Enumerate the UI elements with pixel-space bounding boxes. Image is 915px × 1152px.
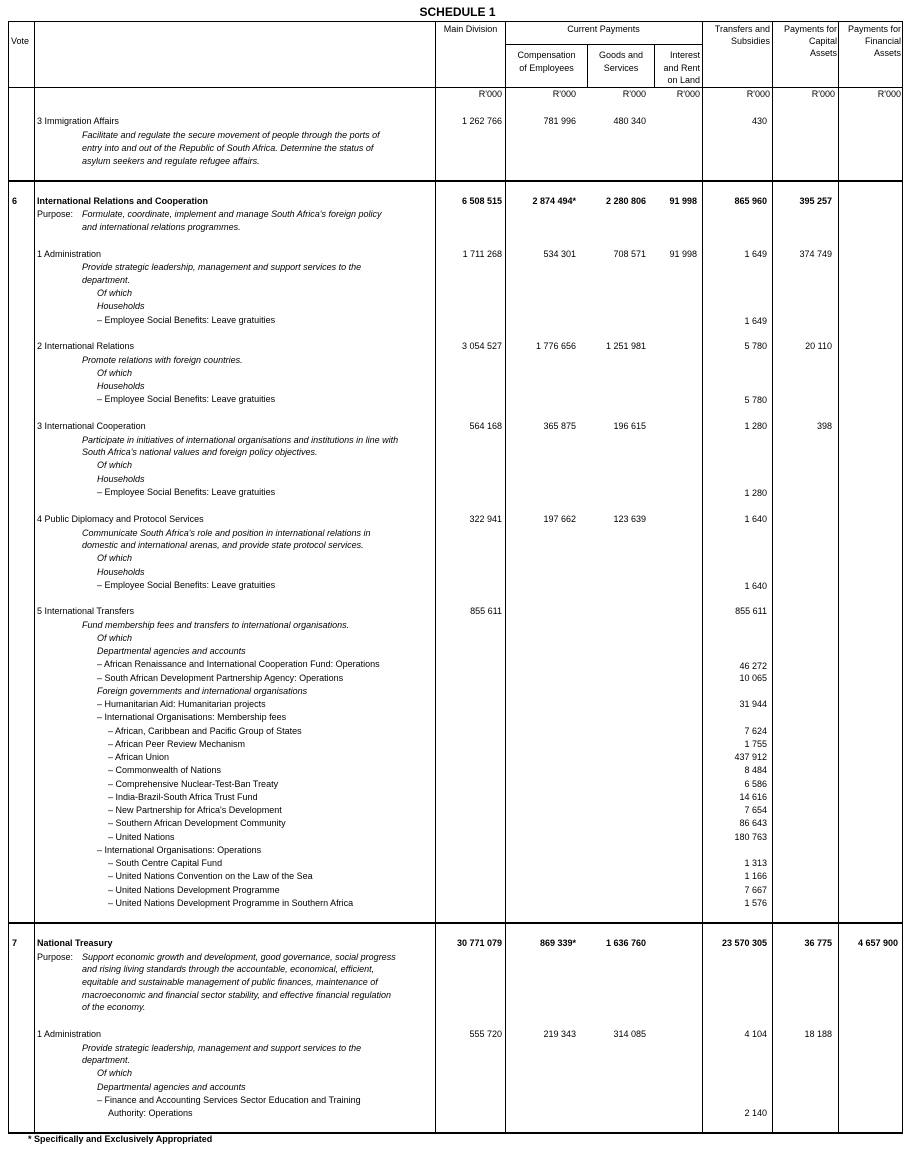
row-label: – United Nations bbox=[108, 832, 175, 842]
cell-trans: 1 166 bbox=[744, 871, 767, 881]
cell-cap: 36 775 bbox=[804, 938, 832, 948]
cell-comp: 869 339* bbox=[539, 938, 576, 948]
header-financial-2: Financial bbox=[864, 36, 901, 46]
cell-goods: 1 251 981 bbox=[605, 341, 646, 351]
cell-trans: 1 640 bbox=[744, 514, 767, 524]
row-label: Of which bbox=[97, 460, 133, 470]
cell-cap: 398 bbox=[816, 421, 832, 431]
row-label: Communicate South Africa's role and position in international relations in bbox=[82, 528, 371, 538]
row-label: – Commonwealth of Nations bbox=[108, 765, 222, 775]
header-goods-1: Goods and bbox=[598, 50, 644, 60]
row-label: – Finance and Accounting Services Sector Education and Training bbox=[97, 1095, 361, 1105]
cell-trans: 5 780 bbox=[744, 395, 767, 405]
current-payments-rule bbox=[505, 44, 702, 45]
row-label: – Employee Social Benefits: Leave gratuities bbox=[97, 487, 276, 497]
row-label: department. bbox=[82, 275, 131, 285]
row-label: – United Nations Convention on the Law of the Sea bbox=[108, 871, 313, 881]
row-label: Facilitate and regulate the secure movement of people through the ports of bbox=[82, 130, 380, 140]
cell-int: 91 998 bbox=[669, 196, 697, 206]
cell-comp: 781 996 bbox=[543, 116, 576, 126]
cell-main: 30 771 079 bbox=[456, 938, 502, 948]
cell-main: 555 720 bbox=[469, 1029, 502, 1039]
row-label: macroeconomic and financial sector stability, and effective financial regulation bbox=[82, 990, 391, 1000]
cell-main: 564 168 bbox=[469, 421, 502, 431]
row-label: Of which bbox=[97, 288, 133, 298]
row-label: – United Nations Development Programme in Southern Africa bbox=[108, 898, 354, 908]
row-label: 3 Immigration Affairs bbox=[37, 116, 119, 126]
cell-comp: 365 875 bbox=[543, 421, 576, 431]
row-label: – South Centre Capital Fund bbox=[108, 858, 223, 868]
unit-transfers: R'000 bbox=[746, 89, 770, 99]
row-label: – Southern African Development Community bbox=[108, 818, 286, 828]
col-line-financial bbox=[838, 21, 839, 1133]
cell-trans: 1 649 bbox=[744, 249, 767, 259]
row-label: Departmental agencies and accounts bbox=[97, 1082, 246, 1092]
row-label: Provide strategic leadership, management and support services to the bbox=[82, 262, 362, 272]
cell-trans: 4 104 bbox=[744, 1029, 767, 1039]
row-label: entry into and out of the Republic of South Africa. Determine the status of bbox=[82, 143, 374, 153]
section-rule-7 bbox=[8, 922, 903, 924]
cell-goods: 2 280 806 bbox=[605, 196, 646, 206]
footnote: * Specifically and Exclusively Appropriated bbox=[28, 1134, 213, 1144]
col-line-comp bbox=[505, 21, 506, 1133]
row-label: Authority: Operations bbox=[108, 1108, 193, 1118]
row-label: Fund membership fees and transfers to international organisations. bbox=[82, 620, 350, 630]
cell-cap: 18 188 bbox=[804, 1029, 832, 1039]
section-rule-6 bbox=[8, 180, 903, 182]
cell-trans: 14 616 bbox=[739, 792, 767, 802]
cell-trans: 8 484 bbox=[744, 765, 767, 775]
header-interest-2: and Rent bbox=[663, 63, 700, 73]
cell-trans: 23 570 305 bbox=[721, 938, 767, 948]
row-label: – South African Development Partnership Agency: Operations bbox=[97, 673, 344, 683]
row-label: Departmental agencies and accounts bbox=[97, 646, 246, 656]
row-label: domestic and international arenas, and provide state protocol services. bbox=[82, 540, 364, 550]
row-label: – Employee Social Benefits: Leave gratuities bbox=[97, 394, 276, 404]
cell-main: 1 711 268 bbox=[462, 249, 502, 259]
cell-trans: 865 960 bbox=[734, 196, 767, 206]
header-main-division: Main Division bbox=[443, 24, 498, 34]
row-label: Households bbox=[97, 474, 145, 484]
header-goods-2: Services bbox=[603, 63, 639, 73]
unit-financial: R'000 bbox=[877, 89, 901, 99]
cell-trans: 86 643 bbox=[739, 818, 767, 828]
header-compensation-2: of Employees bbox=[519, 63, 574, 73]
cell-trans: 437 912 bbox=[734, 752, 767, 762]
row-label: asylum seekers and regulate refugee affairs. bbox=[82, 156, 260, 166]
cell-cap: 395 257 bbox=[799, 196, 832, 206]
cell-trans: 7 624 bbox=[744, 726, 767, 736]
row-label: – Employee Social Benefits: Leave gratuities bbox=[97, 580, 276, 590]
cell-goods: 123 639 bbox=[613, 514, 646, 524]
col-line-vote bbox=[34, 21, 35, 1133]
header-financial-3: Assets bbox=[873, 48, 901, 58]
header-compensation-1: Compensation bbox=[517, 50, 576, 60]
cell-trans: 1 755 bbox=[744, 739, 767, 749]
row-label: Promote relations with foreign countries. bbox=[82, 355, 243, 365]
table-border-left bbox=[8, 21, 9, 1133]
cell-trans: 430 bbox=[751, 116, 767, 126]
cell-trans: 6 586 bbox=[744, 779, 767, 789]
row-label: Support economic growth and development, good governance, social progress bbox=[82, 952, 396, 962]
cell-trans: 7 654 bbox=[744, 805, 767, 815]
row-label: – United Nations Development Programme bbox=[108, 885, 280, 895]
cell-trans: 1 649 bbox=[744, 316, 767, 326]
header-transfers-2: Subsidies bbox=[730, 36, 770, 46]
header-capital-2: Capital bbox=[808, 36, 837, 46]
col-line-main bbox=[435, 21, 436, 1133]
row-label: Of which bbox=[97, 1068, 133, 1078]
cell-cap: 20 110 bbox=[805, 341, 832, 351]
cell-trans: 855 611 bbox=[735, 606, 767, 616]
cell-trans: 10 065 bbox=[739, 673, 767, 683]
unit-interest: R'000 bbox=[676, 89, 700, 99]
cell-trans: 1 640 bbox=[744, 581, 767, 591]
row-label: and rising living standards through the accountable, economical, efficient, bbox=[82, 964, 375, 974]
row-label: National Treasury bbox=[37, 938, 113, 948]
cell-int: 91 998 bbox=[669, 249, 697, 259]
cell-trans: 7 667 bbox=[744, 885, 767, 895]
row-label: – India-Brazil-South Africa Trust Fund bbox=[108, 792, 258, 802]
row-label: – African, Caribbean and Pacific Group of States bbox=[108, 726, 302, 736]
cell-goods: 480 340 bbox=[613, 116, 646, 126]
cell-trans: 2 140 bbox=[744, 1108, 767, 1118]
unit-capital: R'000 bbox=[811, 89, 835, 99]
cell-comp: 534 301 bbox=[543, 249, 576, 259]
cell-main: 855 611 bbox=[470, 606, 502, 616]
row-label: – Comprehensive Nuclear-Test-Ban Treaty bbox=[108, 779, 279, 789]
row-label: 2 International Relations bbox=[37, 341, 135, 351]
row-label: and international relations programmes. bbox=[82, 222, 241, 232]
unit-main: R'000 bbox=[478, 89, 502, 99]
row-label: Formulate, coordinate, implement and manage South Africa's foreign policy bbox=[82, 209, 382, 219]
row-label: – African Union bbox=[108, 752, 170, 762]
cell-goods: 1 636 760 bbox=[605, 938, 646, 948]
row-label: 7 bbox=[12, 938, 18, 948]
row-label: Foreign governments and international organisations bbox=[97, 686, 308, 696]
header-capital-1: Payments for bbox=[783, 24, 837, 34]
row-label: equitable and sustainable management of public finances, maintenance of bbox=[82, 977, 378, 987]
header-current-payments: Current Payments bbox=[567, 24, 640, 34]
cell-goods: 708 571 bbox=[613, 249, 646, 259]
cell-trans: 31 944 bbox=[739, 699, 767, 709]
row-label: Households bbox=[97, 301, 145, 311]
row-label: Households bbox=[97, 381, 145, 391]
col-line-capital bbox=[772, 21, 773, 1133]
row-label: Of which bbox=[97, 368, 133, 378]
row-label: – New Partnership for Africa's Development bbox=[108, 805, 282, 815]
row-label: International Relations and Cooperation bbox=[37, 196, 209, 206]
header-interest-1: Interest bbox=[669, 50, 700, 60]
row-label: Purpose: bbox=[37, 209, 74, 219]
row-label: – International Organisations: Membership fees bbox=[97, 712, 287, 722]
cell-goods: 314 085 bbox=[613, 1029, 646, 1039]
header-bottom-rule bbox=[8, 87, 903, 88]
cell-trans: 46 272 bbox=[739, 661, 767, 671]
row-label: – African Peer Review Mechanism bbox=[108, 739, 246, 749]
row-label: – International Organisations: Operations bbox=[97, 845, 262, 855]
row-label: 1 Administration bbox=[37, 249, 102, 259]
cell-main: 6 508 515 bbox=[461, 196, 502, 206]
row-label: – Employee Social Benefits: Leave gratuities bbox=[97, 315, 276, 325]
row-label: Provide strategic leadership, management and support services to the bbox=[82, 1043, 362, 1053]
cell-comp: 2 874 494* bbox=[532, 196, 576, 206]
cell-comp: 197 662 bbox=[543, 514, 576, 524]
row-label: 5 International Transfers bbox=[37, 606, 135, 616]
cell-trans: 1 576 bbox=[744, 898, 767, 908]
row-label: – African Renaissance and International Cooperation Fund: Operations bbox=[97, 659, 380, 669]
cell-trans: 1 313 bbox=[744, 858, 767, 868]
header-transfers-1: Transfers and bbox=[714, 24, 770, 34]
cell-trans: 5 780 bbox=[744, 341, 767, 351]
cell-comp: 219 343 bbox=[543, 1029, 576, 1039]
header-financial-1: Payments for bbox=[847, 24, 901, 34]
row-label: – Humanitarian Aid: Humanitarian projects bbox=[97, 699, 266, 709]
header-capital-3: Assets bbox=[809, 48, 837, 58]
row-label: department. bbox=[82, 1055, 131, 1065]
row-label: South Africa's national values and foreign policy objectives. bbox=[82, 447, 318, 457]
row-label: 3 International Cooperation bbox=[37, 421, 146, 431]
header-interest-3: on Land bbox=[667, 75, 700, 85]
unit-comp: R'000 bbox=[552, 89, 576, 99]
row-label: Of which bbox=[97, 633, 133, 643]
row-label: of the economy. bbox=[82, 1002, 146, 1012]
cell-goods: 196 615 bbox=[613, 421, 646, 431]
row-label: 6 bbox=[12, 196, 18, 206]
cell-cap: 374 749 bbox=[799, 249, 832, 259]
cell-main: 322 941 bbox=[469, 514, 502, 524]
table-border-top bbox=[8, 21, 902, 22]
table-border-right bbox=[902, 21, 903, 1133]
row-label: 1 Administration bbox=[37, 1029, 102, 1039]
unit-goods: R'000 bbox=[622, 89, 646, 99]
row-label: 4 Public Diplomacy and Protocol Services bbox=[37, 514, 204, 524]
cell-trans: 180 763 bbox=[734, 832, 767, 842]
cell-fin: 4 657 900 bbox=[857, 938, 898, 948]
page-title: SCHEDULE 1 bbox=[419, 5, 496, 19]
row-label: Of which bbox=[97, 553, 133, 563]
cell-main: 3 054 527 bbox=[461, 341, 502, 351]
cell-trans: 1 280 bbox=[744, 488, 767, 498]
row-label: Participate in initiatives of international organisations and institutions in line with bbox=[82, 435, 399, 445]
row-label: Purpose: bbox=[37, 952, 74, 962]
col-line-transfers bbox=[702, 21, 703, 1133]
cell-main: 1 262 766 bbox=[461, 116, 502, 126]
cell-comp: 1 776 656 bbox=[535, 341, 576, 351]
row-label: Households bbox=[97, 567, 145, 577]
header-vote: Vote bbox=[11, 36, 30, 46]
cell-trans: 1 280 bbox=[744, 421, 767, 431]
